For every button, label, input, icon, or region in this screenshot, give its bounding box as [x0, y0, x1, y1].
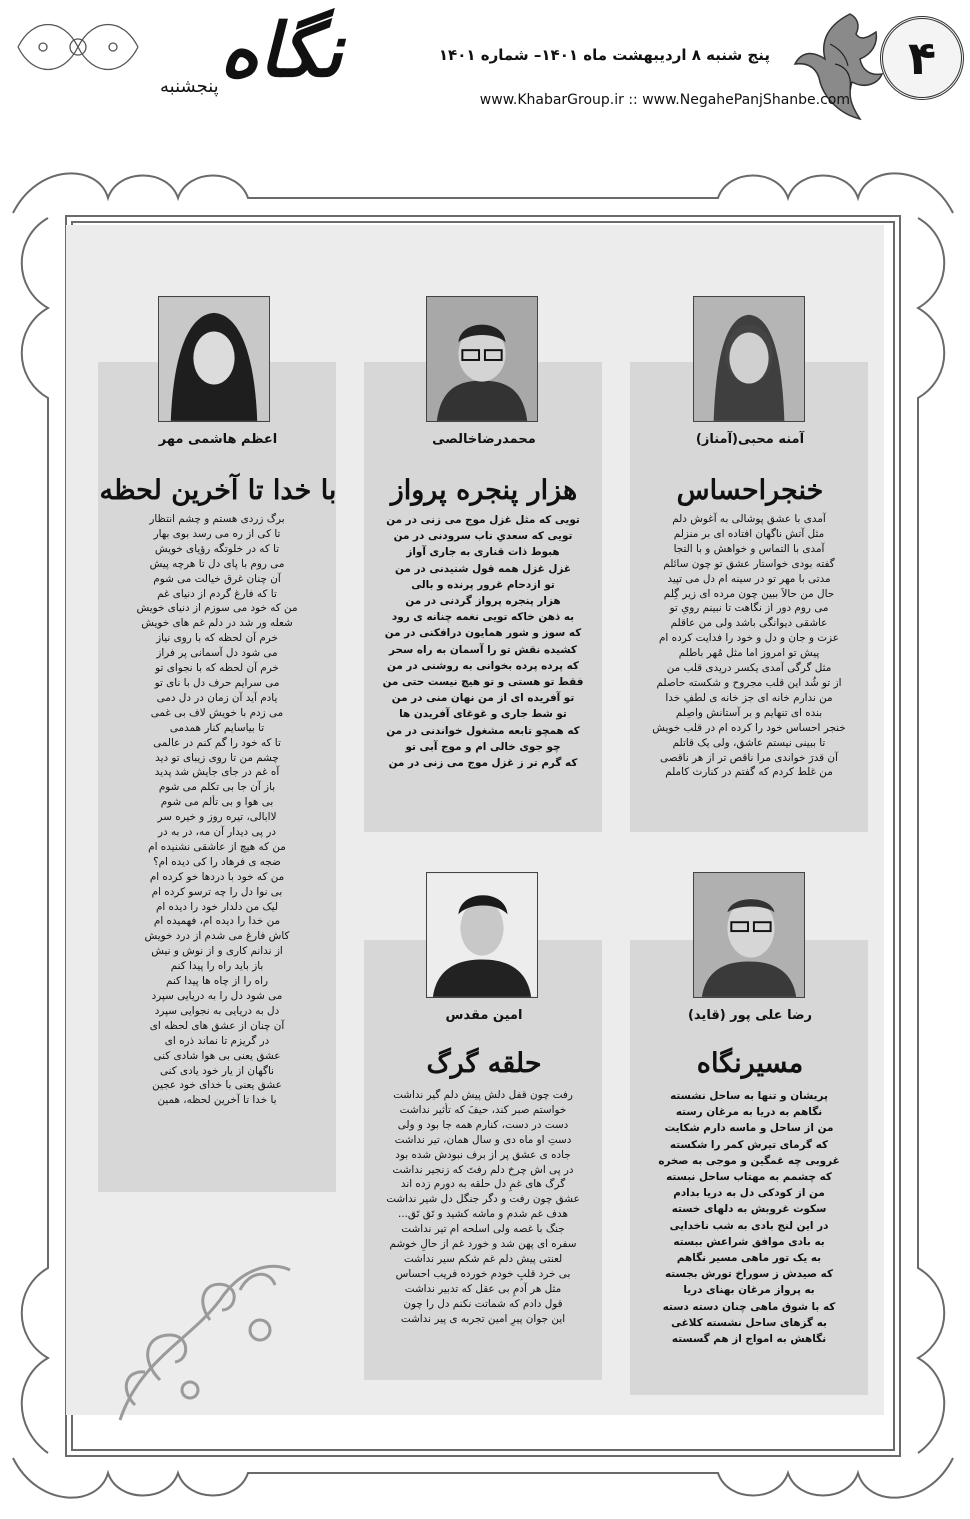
poem-line: من ندارم خانه ای جز خانه ی لطفِ خدا	[665, 691, 833, 704]
poem-line: که پرده پرده بخوانی به روشنی در من	[387, 659, 579, 672]
poem-line: من که هیچ از عاشقی نشنیده ام	[148, 840, 286, 853]
poem-author: آمنه محبی(آمناز)	[695, 432, 805, 447]
poem-line: آن چنان غرق خیالت می شوم	[153, 572, 281, 585]
poem-line: که سوز و شور همایون درافکنی در من	[384, 627, 582, 640]
poem-line: ضجه ی فرهاد را کی دیده ام؟	[153, 855, 281, 868]
poem-line: هبوط ذات قناری به جاری آواز	[406, 546, 560, 559]
poem-line: نگاهش به امواج از هم گسسته	[671, 1333, 827, 1346]
poem-line: خرم آن لحظه که با روی نیاز	[156, 632, 278, 645]
poem-line: بی خرد قلبِ خودم خورده فریب احساس	[395, 1267, 571, 1280]
poem-line: تویی که مثل غزل موج می زنی در من	[386, 514, 580, 526]
poem-line: تو ازدحام غرور پرنده و بالی	[411, 578, 555, 591]
poem-line: من از کودکی دل به دریا بدادم	[673, 1187, 825, 1200]
poem-line: خرم آن لحظه که با نجوای تو	[155, 662, 279, 675]
poem-line: تویی که سعدیِ ناب سرودنی در من	[393, 530, 573, 543]
poem-line: دستِ او ماه دی و سال همان، تیر نداشت	[394, 1133, 572, 1146]
masthead	[0, 0, 970, 130]
poem-title: با خدا تا آخرین لحظه	[99, 475, 337, 506]
poem-line: با خدا تا آخرین لحظه، همین	[157, 1094, 277, 1107]
poem-line: که چشمم به مهتاب ساحل نبسته	[666, 1171, 832, 1184]
poem-line: آن قدرَ خواندی مرا ناقص تر از هر ناقصی	[660, 751, 838, 764]
poem-line: چو جوی خالی ام و موج آبی تو	[405, 740, 561, 753]
website-urls: www.KhabarGroup.ir :: www.NegahePanjShanbe.com	[479, 92, 850, 108]
poem-line: عزت و جان و دل و خود را فدایت کرده ام	[659, 632, 839, 645]
poem-line: به ذهن خاکه تویی نغمه چنانه ی رود	[391, 611, 575, 624]
poem-line: نگاهم به دریا به مرغان رسته	[675, 1106, 823, 1119]
poem-line: چشم من تا روی زیبای تو دید	[155, 751, 279, 764]
poem-line: جنگ با غصه ولی اسلحه ام تیر نداشت	[401, 1223, 565, 1236]
poem-title: خنجراحساس	[676, 475, 824, 506]
author-photo-2	[426, 296, 538, 422]
poem-line: من که خود می سوزم از دنیای خویش	[136, 602, 298, 615]
poem-line: تا که در خلوتگه رؤیای خویش	[154, 542, 280, 555]
poem-line: قول دادم که شماتت نکنم دل را چون	[403, 1297, 563, 1310]
poem-line: از تو شُد این قلب مجروح و شکسته حاصلم	[656, 676, 842, 689]
poem-line: مثل هر آدمِ بی عقل که تدبیر نداشت	[404, 1282, 562, 1295]
poem-line: آمدی با التماس و خواهش و با التجا	[673, 542, 825, 555]
poem-line: عشق یعنی با خدای خود عجین	[152, 1079, 282, 1092]
poem-line: خواستم صبر کند، حیفَ که تأثیر نداشت	[399, 1103, 567, 1116]
poem-line: هزار پنجره پرواز گردنی در من	[405, 595, 561, 608]
poem-line: من خدا را دیده ام، فهمیده ام	[153, 915, 281, 928]
poem-line: عاشقی دیوانگی باشد ولی من عاقلم	[670, 617, 828, 630]
poem-line: یادم آید آن زمان در دل دمی	[156, 691, 278, 704]
poem-line: لعنتی پیش دلم غم شکم سیر نداشت	[403, 1252, 563, 1265]
poem-line: بی هوا و بی تألم می شوم	[160, 796, 274, 809]
poem-line: در پی اش چرخِ دلم رفتَ که زنجیر نداشت	[392, 1163, 574, 1176]
poem-author: اعظم هاشمی مهر	[158, 432, 278, 447]
poem-line: لیک من دلدار خود را دیده ام	[155, 900, 279, 913]
poem-line: سکوت غروبش به دلهای خسته	[671, 1203, 827, 1216]
poem-line: خنجر احساس خود را کرده ام در قلب خویش	[652, 721, 846, 734]
poem-line: از ندانم کاری و از نوش و نیش	[151, 945, 283, 958]
poem-line: دل به دریایی به نجوایی سپرد	[154, 1004, 280, 1017]
poem-line: در این لنج بادی به شب ناخدایی	[669, 1219, 829, 1232]
poem-line: دست در دست، کنارم همه جا بود و ولی	[397, 1118, 569, 1131]
author-photo-5	[426, 872, 538, 998]
author-photo-3	[158, 296, 270, 422]
poem-line: من که خود با دردها خو کرده ام	[149, 870, 285, 883]
poem-line: فقط تو هستی و تو هیچ نیست حتی من	[382, 676, 584, 689]
poem-line: بنده ای تنهایم و بر آستانش واصِلم	[675, 706, 823, 719]
poem-line: لاابالی، تیره روز و خیره سر	[157, 811, 277, 824]
poem-line: رفت چون قفل دلش پیش دلم گیر نداشت	[393, 1089, 573, 1101]
author-photo-4	[693, 872, 805, 998]
poem-line: آن چنان از عشق های لحظه ای	[149, 1019, 285, 1032]
poem-line: تا که خود را گم کنم در عالمی	[153, 736, 281, 749]
poem-line: سفره ای پهن شد و خورد غم از حالِ خوشم	[389, 1238, 577, 1251]
poem-line: گرگ های غمِ دل حلقه به دورم زده اند	[400, 1178, 566, 1191]
poem-line: ناگهان از یار خود یادی کنی	[159, 1064, 275, 1077]
poem-line: تا بیاسایم کنار همدمی	[169, 721, 265, 734]
poem-line: مثل آتش ناگهان افتاده ای بر منزلم	[673, 527, 825, 540]
poem-line: می سرایم حرف دل با نای تو	[154, 676, 280, 689]
poem-line: تو آفریده ای از من نهان منی در من	[391, 692, 575, 705]
poem-line: تو شط جاری و غوغای آفریدن ها	[399, 708, 567, 721]
poem-line: جاده ی عشق پر از برف نبودش شده بود	[395, 1148, 571, 1161]
logo-text: نگاه	[220, 8, 343, 94]
page-number-badge: ۴	[880, 16, 964, 100]
poem-line: عشق یعنی بی هوا شادی کنی	[153, 1049, 281, 1062]
poem-line: غزل غزل همه قول شنیدنی در من	[395, 562, 571, 575]
issue-date-line: پنج شنبه ۸ اردیبهشت ماه ۱۴۰۱– شماره ۱۴۰۱	[438, 46, 770, 64]
poem-line: عشق چون رفت و دگر جنگل دل شیر نداشت	[386, 1193, 580, 1206]
poem-line: که صیدش ز سوراخ تورش بجسته	[664, 1268, 834, 1281]
poem-author: امین مقدس	[445, 1008, 523, 1023]
poem-line: در پی دیدار آن مه، در به در	[158, 826, 276, 839]
poem-line: که با شوق ماهی چنان دسته دسته	[662, 1300, 836, 1313]
poem-author: رضا علی پور (قاید)	[687, 1008, 813, 1023]
poem-line: حال من حالاَ ببین چون مرده ای زیر گِلم	[663, 587, 835, 600]
poem-line: به گزهای ساحل نشسته کلاغی	[671, 1316, 827, 1329]
poem-line: این جوان پیرِ امین تجربه ی پیر نداشت	[400, 1312, 566, 1325]
poem-line: گفته بودی خواستار عشق تو چون سائلم	[663, 557, 835, 570]
poem-line: که همچو تابعه مشغول خواندنی در من	[386, 724, 580, 737]
poem-line: برگ زردی هستم و چشم انتظار	[149, 513, 285, 525]
poem-line: من از ساحل و ماسه دارم شکایت	[664, 1122, 834, 1135]
poem-line: می روم با پای دل تا هرچه پیش	[149, 557, 285, 570]
poem-line: شعله ور شد در دلم غم های خویش	[141, 617, 293, 630]
poem-line: باز آن جا بی تکلم می شوم	[158, 781, 276, 794]
poem-line: کشیده نقش تو را آسمان به راه سحر	[389, 643, 577, 656]
poem-body	[370, 1088, 596, 1327]
poem-author: محمدرضاخالصی	[432, 432, 536, 447]
poem-line: در گریزم تا نماند ذره ای	[164, 1034, 270, 1047]
poem-title: هزار پنجره پرواز	[390, 475, 578, 506]
poem-line: غروبی چه غمگین و موجی به صخره	[658, 1154, 840, 1167]
poem-line: هدف غم شدم و ماشه کشید و تَق تَق...	[398, 1208, 568, 1221]
poem-title: مسیرنگاه	[696, 1048, 804, 1079]
poem-body	[370, 512, 596, 771]
poem-line: تا ببینی نیستم عاشق، ولی یک قاتلم	[672, 736, 826, 749]
poem-body	[636, 512, 862, 780]
poem-line: مدتی با مهر تو در سینه ام دل می تپید	[667, 572, 831, 585]
poem-line: باز باید راه را پیدا کنم	[170, 960, 264, 973]
poem-body	[636, 1088, 862, 1347]
poem-line: کاش فارغ می شدم از درد خویش	[144, 930, 290, 943]
poem-line: که گرم تر ز غزل موج می زنی در من	[388, 757, 578, 770]
poem-line: آمدی با عشق پوشالی به آغوش دلم	[672, 513, 826, 525]
poem-line: من غلط کردم که گفتم در کنارت کاملم	[665, 766, 833, 779]
poem-title: حلقه گرگ	[426, 1048, 542, 1079]
poem-line: تا کی از ره می رسد بوی بهار	[153, 527, 281, 540]
poem-line: تا که فارغ گردم از دنیای غم	[157, 587, 277, 600]
poem-line: پریشان و تنها به ساحل نشسته	[670, 1090, 828, 1102]
poem-line: راه را از چاه ها پیدا کنم	[165, 975, 269, 988]
poem-line: که گرمای تیرش کمر را شکسته	[669, 1138, 829, 1151]
logo-subtitle: پنجشنبه	[160, 76, 219, 97]
poem-line: بی نوا دل را چه ترسو کرده ام	[151, 885, 283, 898]
poem-line: می شود دل آسمانی پر فراز	[156, 647, 278, 660]
poem-line: به بادی موافق شراعش ببسته	[673, 1235, 825, 1248]
poem-line: مثل گرگی آمدی یکسر دریدی قلب من	[666, 662, 832, 675]
poem-line: می شود دل را به دریایی سپرد	[151, 990, 283, 1002]
poem-line: به یک تور ماهی مسیر نگاهم	[676, 1252, 822, 1265]
author-photo-1	[693, 296, 805, 422]
poem-line: پیش تو امروز اما مثل مُهر باطلم	[678, 647, 820, 660]
floral-ornament-icon	[100, 1240, 300, 1440]
poem-line: به پرواز مرغان بهنای دریا	[683, 1284, 815, 1297]
header-ornament-icon	[8, 12, 148, 82]
poem-body	[104, 512, 330, 1108]
poem-line: آه غم در جای جایش شد پدید	[154, 766, 280, 779]
poem-line: می زدم با خویش لاف بی غمی	[150, 706, 284, 719]
poem-line: می روم دور از نگاهت تا نبینم رویِ تو	[669, 602, 829, 615]
